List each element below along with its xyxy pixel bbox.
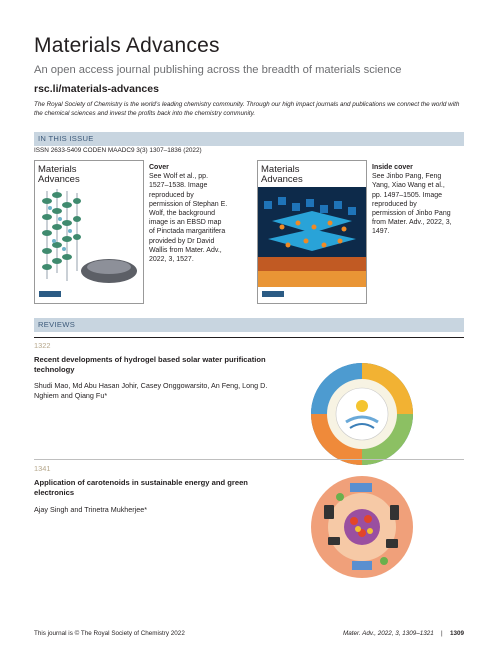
reviews-heading: REVIEWS [38, 320, 76, 329]
reviews-band [34, 318, 464, 332]
article-graphic-carotenoids [310, 475, 414, 584]
article-authors: Ajay Singh and Trinetra Mukherjee* [34, 505, 148, 514]
cover-caption-block [149, 163, 229, 264]
footer-copyright: This journal is © The Royal Society of Chemistry 2022 [34, 630, 185, 637]
toc-graphic [310, 475, 414, 579]
in-this-issue-heading: IN THIS ISSUE [38, 134, 94, 143]
inside-cover-artwork [258, 161, 366, 303]
journal-url[interactable]: rsc.li/materials-advances [34, 83, 159, 95]
rsc-about-text: The Royal Society of Chemistry is the world’s leading chemistry community. Through our high impact journals and publications we connect the world with the chemical sciences and invest the profits back into the chemistry community. [34, 101, 460, 117]
cover-label: Cover [149, 164, 169, 171]
article-title[interactable]: Recent developments of hydrogel based solar water purification technology [34, 355, 266, 374]
reviews-rule [34, 337, 464, 338]
cover-image[interactable] [34, 160, 144, 304]
inside-cover-image-title: Materials Advances [261, 164, 303, 185]
inside-cover-caption-block [372, 163, 452, 237]
footer-separator: | [441, 630, 443, 637]
article-page-number: 1322 [34, 341, 51, 350]
article-title[interactable]: Application of carotenoids in sustainable energy and green electronics [34, 478, 248, 497]
journal-tagline: An open access journal publishing across the breadth of materials science [34, 64, 402, 76]
inside-cover-image[interactable] [257, 160, 367, 304]
article-authors: Shudi Mao, Md Abu Hasan Johir, Casey Onggowarsito, An Feng, Long D. Nghiem and Qiang Fu* [34, 381, 268, 400]
cover-caption: See Wolf et al., pp. 1527–1538. Image reproduced by permission of Stephan E. Wolf, the background image is an EBSD map of Pinctada margaritifera provided by Dr David Wallis from Mater. Adv., 2022, 3, 1527. [149, 173, 228, 264]
inside-cover-label: Inside cover [372, 164, 413, 171]
article-graphic-hydrogel [310, 362, 414, 471]
inside-cover-caption: See Jinbo Pang, Feng Yang, Xiao Wang et al., pp. 1497–1505. Image reproduced by permission of Jinbo Pang from Mater. Adv., 2022, 3, 1497. [372, 173, 452, 236]
cover-image-title: Materials Advances [38, 164, 80, 185]
toc-graphic [310, 362, 414, 466]
in-this-issue-band [34, 132, 464, 146]
footer-citation: Mater. Adv., 2022, 3, 1309–1321 [343, 630, 434, 637]
article-page-number: 1341 [34, 464, 51, 473]
footer-page-number: 1309 [450, 630, 465, 637]
journal-title: Materials Advances [34, 34, 220, 57]
issn-line: ISSN 2633-5409 CODEN MAADC9 3(3) 1307–1836 (2022) [34, 147, 202, 154]
cover-artwork [35, 161, 143, 303]
